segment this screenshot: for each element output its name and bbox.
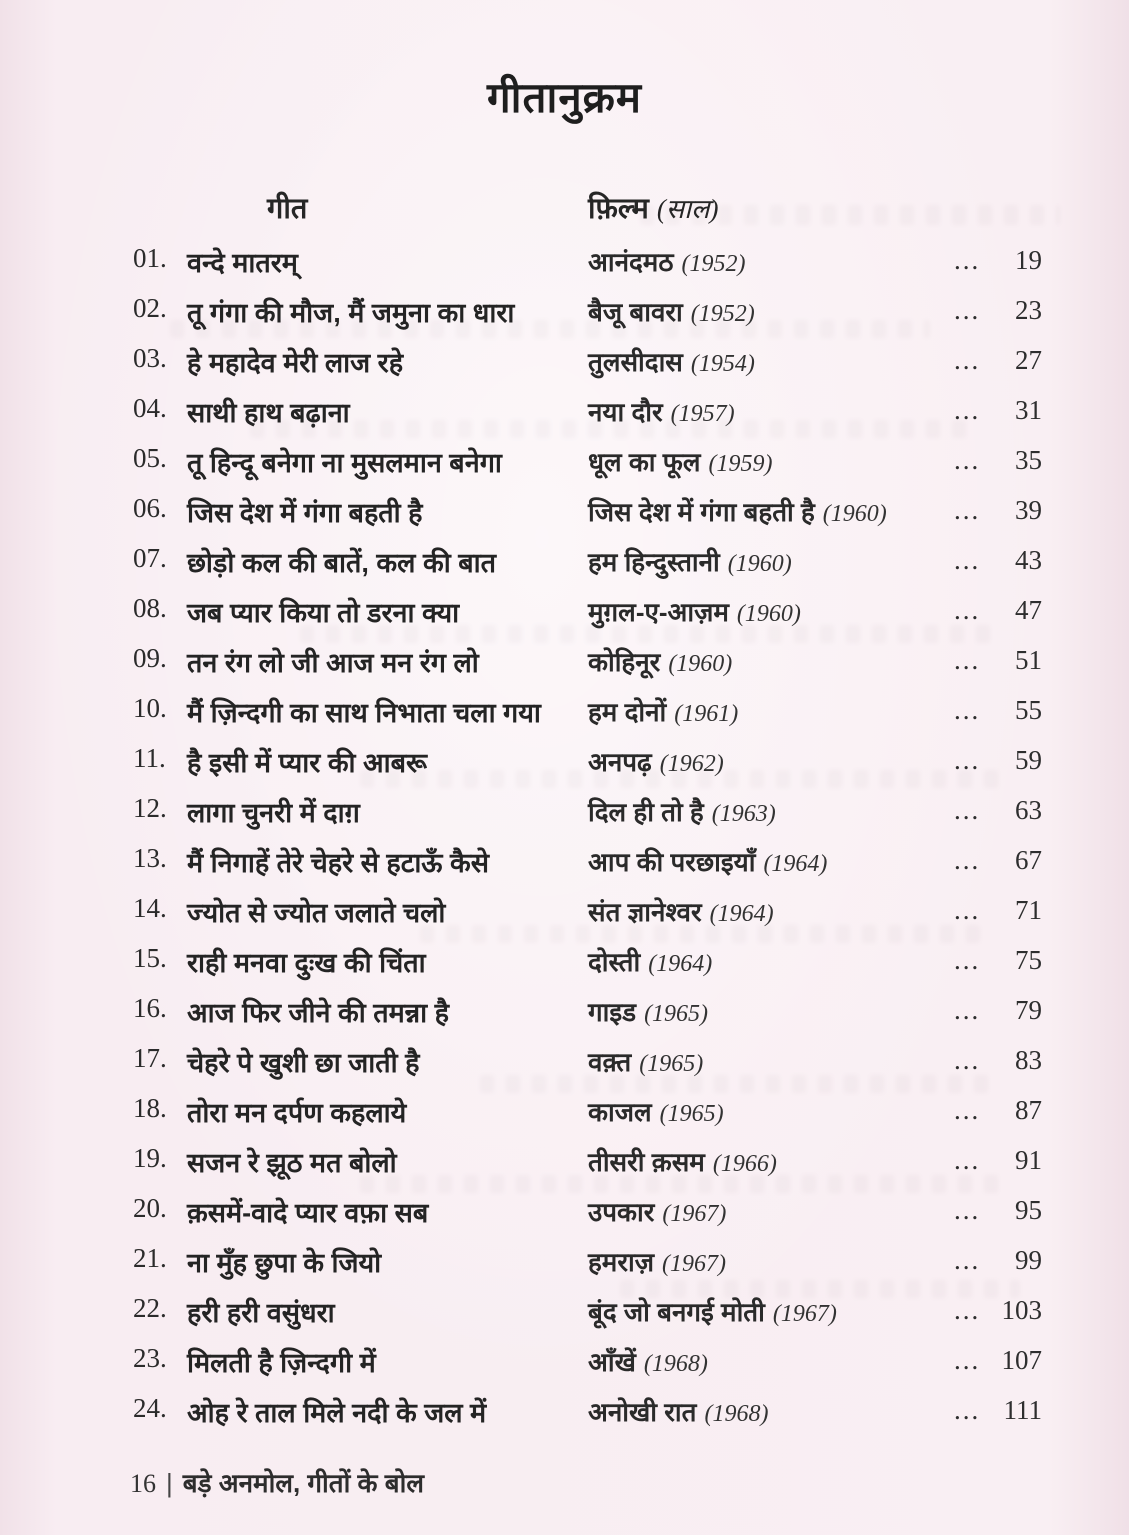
song-number: 22.: [133, 1293, 167, 1323]
film-name: [588, 243, 745, 279]
song-number: 24.: [133, 1393, 167, 1423]
film-year: (1960): [822, 501, 887, 527]
film-title-text: कोहिनूर: [588, 647, 661, 677]
leader-dots: ...: [954, 695, 981, 725]
page-ref: 51: [1015, 645, 1042, 675]
song-title: मैं ज़िन्दगी का साथ निभाता चला गया: [187, 698, 541, 728]
page-ref-column: [954, 1095, 1042, 1126]
leader-dots: ...: [954, 895, 981, 925]
page-ref: 91: [1015, 1145, 1042, 1175]
song-number: 18.: [133, 1093, 167, 1123]
page-ref: 71: [1015, 895, 1042, 925]
song-title: चेहरे पे खुशी छा जाती है: [187, 1048, 420, 1078]
leader-dots: ...: [954, 495, 981, 525]
song-title: हरी हरी वसुंधरा: [187, 1298, 335, 1328]
page-ref-column: [954, 595, 1042, 626]
toc-row: [0, 993, 1129, 1043]
film-title-text: आनंदमठ: [588, 247, 674, 277]
page-ref-column: [954, 1295, 1042, 1326]
song-number: 11.: [133, 743, 166, 773]
page-ref-column: [954, 995, 1042, 1026]
toc-row: [0, 843, 1129, 893]
leader-dots: ...: [954, 295, 981, 325]
page-ref: 59: [1015, 745, 1042, 775]
page-ref-column: [954, 1345, 1042, 1376]
film-name: [588, 543, 792, 579]
film-title-text: मुग़ल-ए-आज़म: [588, 597, 729, 627]
page-ref: 87: [1015, 1095, 1042, 1125]
film-name: [588, 1193, 726, 1229]
toc-row: [0, 243, 1129, 293]
toc-row: [0, 943, 1129, 993]
film-name: [588, 393, 735, 429]
footer-page-number: 16: [130, 1469, 156, 1498]
leader-dots: ...: [954, 745, 981, 775]
page-ref: 43: [1015, 545, 1042, 575]
film-name: [588, 693, 738, 729]
film-year: (1968): [643, 1351, 708, 1377]
film-title-text: अनपढ़: [588, 747, 652, 777]
footer-book-title: बड़े अनमोल, गीतों के बोल: [182, 1468, 424, 1498]
toc-row: [0, 1343, 1129, 1393]
film-year: (1959): [708, 451, 773, 477]
film-title-text: अनोखी रात: [588, 1397, 697, 1427]
toc-row: [0, 1093, 1129, 1143]
song-number: 02.: [133, 293, 167, 323]
page-ref-column: [954, 895, 1042, 926]
film-name: [588, 1343, 708, 1379]
film-name: [588, 743, 724, 779]
song-number: 15.: [133, 943, 167, 973]
page-ref-column: [954, 1145, 1042, 1176]
film-title-text: जिस देश में गंगा बहती है: [588, 497, 815, 527]
film-year: (1957): [670, 401, 735, 427]
page-ref: 103: [1001, 1295, 1042, 1325]
song-title: जब प्यार किया तो डरना क्या: [187, 598, 460, 628]
song-title: तन रंग लो जी आज मन रंग लो: [187, 648, 479, 678]
leader-dots: ...: [954, 395, 981, 425]
leader-dots: ...: [954, 1395, 981, 1425]
song-title: हे महादेव मेरी लाज रहे: [187, 348, 404, 378]
film-year: (1962): [659, 751, 724, 777]
film-title-text: हम हिन्दुस्तानी: [588, 547, 720, 577]
film-name: [588, 993, 708, 1029]
song-number: 20.: [133, 1193, 167, 1223]
page-ref: 23: [1015, 295, 1042, 325]
song-title: राही मनवा दुःख की चिंता: [187, 948, 426, 978]
film-name: [588, 1093, 724, 1129]
page-ref: 75: [1015, 945, 1042, 975]
film-title-text: उपकार: [588, 1197, 655, 1227]
column-header-year: (साल): [656, 194, 719, 224]
song-number: 13.: [133, 843, 167, 873]
leader-dots: ...: [954, 1195, 981, 1225]
column-header-song: गीत: [267, 193, 308, 225]
leader-dots: ...: [954, 545, 981, 575]
toc-row: [0, 743, 1129, 793]
film-year: (1967): [662, 1201, 727, 1227]
page-ref: 35: [1015, 445, 1042, 475]
film-title-text: वक़्त: [588, 1047, 632, 1077]
song-index-list: [0, 243, 1129, 1443]
film-name: [588, 1143, 777, 1179]
film-name: [588, 293, 755, 329]
film-name: [588, 643, 732, 679]
leader-dots: ...: [954, 945, 981, 975]
page-ref: 79: [1015, 995, 1042, 1025]
song-number: 12.: [133, 793, 167, 823]
leader-dots: ...: [954, 1145, 981, 1175]
film-name: [588, 593, 801, 629]
film-title-text: आँखें: [588, 1347, 636, 1377]
film-year: (1960): [668, 651, 733, 677]
leader-dots: ...: [954, 845, 981, 875]
film-name: [588, 793, 776, 829]
leader-dots: ...: [954, 345, 981, 375]
page-ref: 63: [1015, 795, 1042, 825]
film-title-text: तुलसीदास: [588, 347, 683, 377]
song-number: 16.: [133, 993, 167, 1023]
song-title: है इसी में प्यार की आबरू: [187, 748, 428, 778]
toc-row: [0, 293, 1129, 343]
film-year: (1967): [772, 1301, 837, 1327]
song-number: 23.: [133, 1343, 167, 1373]
page-ref-column: [954, 295, 1042, 326]
film-year: (1960): [736, 601, 801, 627]
song-number: 19.: [133, 1143, 167, 1173]
page-ref: 39: [1015, 495, 1042, 525]
leader-dots: ...: [954, 1095, 981, 1125]
film-year: (1963): [711, 801, 776, 827]
toc-row: [0, 1293, 1129, 1343]
song-number: 09.: [133, 643, 167, 673]
song-number: 04.: [133, 393, 167, 423]
song-title: क़समें-वादे प्यार वफ़ा सब: [187, 1198, 429, 1228]
song-number: 17.: [133, 1043, 167, 1073]
film-year: (1965): [639, 1051, 704, 1077]
song-title: छोड़ो कल की बातें, कल की बात: [187, 548, 497, 578]
page-ref: 55: [1015, 695, 1042, 725]
page-ref-column: [954, 1195, 1042, 1226]
song-number: 10.: [133, 693, 167, 723]
page-ref-column: [954, 395, 1042, 426]
song-number: 03.: [133, 343, 167, 373]
page-ref-column: [954, 545, 1042, 576]
film-title-text: हमराज़: [588, 1247, 655, 1277]
page-title: गीतानुक्रम: [486, 74, 643, 121]
film-year: (1952): [690, 301, 755, 327]
film-title-text: नया दौर: [588, 397, 663, 427]
page-ref-column: [954, 945, 1042, 976]
song-number: 21.: [133, 1243, 167, 1273]
song-title: तोरा मन दर्पण कहलाये: [187, 1098, 407, 1128]
song-number: 06.: [133, 493, 167, 523]
page-ref-column: [954, 345, 1042, 376]
film-title-text: बूंद जो बनगई मोती: [588, 1297, 765, 1327]
film-year: (1952): [681, 251, 746, 277]
film-name: [588, 943, 712, 979]
page-ref: 47: [1015, 595, 1042, 625]
film-title-text: दिल ही तो है: [588, 797, 704, 827]
song-title: तू गंगा की मौज, मैं जमुना का धारा: [187, 298, 515, 328]
page-ref: 27: [1015, 345, 1042, 375]
film-year: (1964): [648, 951, 713, 977]
film-name: [588, 1243, 726, 1279]
page-ref: 95: [1015, 1195, 1042, 1225]
song-number: 14.: [133, 893, 167, 923]
film-title-text: आप की परछाइयाँ: [588, 847, 756, 877]
song-title: ज्योत से ज्योत जलाते चलो: [187, 898, 446, 928]
song-title: जिस देश में गंगा बहती है: [187, 498, 423, 528]
leader-dots: ...: [954, 245, 981, 275]
song-number: 05.: [133, 443, 167, 473]
page-ref-column: [954, 745, 1042, 776]
song-title: वन्दे मातरम्: [187, 248, 298, 278]
film-year: (1954): [690, 351, 755, 377]
film-year: (1968): [704, 1401, 769, 1427]
film-title-text: हम दोनों: [588, 697, 667, 727]
running-footer: [130, 1464, 424, 1500]
film-title-text: दोस्ती: [588, 947, 641, 977]
film-year: (1960): [727, 551, 792, 577]
page-ref-column: [954, 245, 1042, 276]
toc-row: [0, 343, 1129, 393]
toc-row: [0, 593, 1129, 643]
leader-dots: ...: [954, 1245, 981, 1275]
toc-row: [0, 1393, 1129, 1443]
song-number: 01.: [133, 243, 167, 273]
film-name: [588, 443, 772, 479]
toc-row: [0, 543, 1129, 593]
film-name: [588, 893, 774, 929]
toc-row: [0, 893, 1129, 943]
toc-row: [0, 493, 1129, 543]
page-ref: 31: [1015, 395, 1042, 425]
toc-row: [0, 393, 1129, 443]
leader-dots: ...: [954, 1345, 981, 1375]
page-ref: 111: [1003, 1395, 1042, 1425]
page-ref: 19: [1015, 245, 1042, 275]
page-ref: 107: [1001, 1345, 1042, 1375]
column-header-film: फ़िल्म (साल): [588, 193, 719, 225]
song-title: ओह रे ताल मिले नदी के जल में: [187, 1398, 487, 1428]
footer-separator: |: [166, 1468, 173, 1498]
film-year: (1967): [662, 1251, 726, 1277]
page-ref-column: [954, 1245, 1042, 1276]
leader-dots: ...: [954, 995, 981, 1025]
page-ref: 83: [1015, 1045, 1042, 1075]
film-name: [588, 1393, 768, 1429]
page-ref-column: [954, 1395, 1042, 1426]
toc-row: [0, 1043, 1129, 1093]
page-ref: 67: [1015, 845, 1042, 875]
song-title: साथी हाथ बढ़ाना: [187, 398, 350, 428]
song-number: 08.: [133, 593, 167, 623]
leader-dots: ...: [954, 645, 981, 675]
film-name: [588, 1293, 837, 1329]
film-year: (1964): [763, 851, 828, 877]
song-title: तू हिन्दू बनेगा ना मुसलमान बनेगा: [187, 448, 502, 478]
page-ref: 99: [1015, 1245, 1042, 1275]
leader-dots: ...: [954, 1045, 981, 1075]
song-title: लागा चुनरी में दाग़: [187, 798, 360, 828]
song-title: आज फिर जीने की तमन्ना है: [187, 998, 449, 1028]
film-title-text: तीसरी क़सम: [588, 1147, 705, 1177]
film-year: (1966): [712, 1151, 777, 1177]
film-title-text: बैजू बावरा: [588, 297, 683, 327]
toc-row: [0, 443, 1129, 493]
film-year: (1965): [659, 1101, 724, 1127]
film-name: [588, 1043, 703, 1079]
film-name: [588, 343, 755, 379]
toc-row: [0, 793, 1129, 843]
page-ref-column: [954, 795, 1042, 826]
film-year: (1961): [674, 701, 739, 727]
song-title: सजन रे झूठ मत बोलो: [187, 1148, 397, 1178]
song-title: मैं निगाहें तेरे चेहरे से हटाऊँ कैसे: [187, 848, 489, 878]
leader-dots: ...: [954, 595, 981, 625]
toc-row: [0, 1143, 1129, 1193]
song-title: मिलती है ज़िन्दगी में: [187, 1348, 376, 1378]
toc-row: [0, 643, 1129, 693]
film-name: [588, 843, 827, 879]
film-title-text: गाइड: [588, 997, 637, 1027]
leader-dots: ...: [954, 445, 981, 475]
song-number: 07.: [133, 543, 167, 573]
film-title-text: काजल: [588, 1097, 652, 1127]
page-ref-column: [954, 445, 1042, 476]
toc-row: [0, 693, 1129, 743]
toc-row: [0, 1243, 1129, 1293]
page-ref-column: [954, 695, 1042, 726]
song-title: ना मुँह छुपा के जियो: [187, 1248, 382, 1278]
page-ref-column: [954, 845, 1042, 876]
toc-row: [0, 1193, 1129, 1243]
film-name: [588, 493, 887, 529]
page-ref-column: [954, 1045, 1042, 1076]
film-year: (1964): [709, 901, 774, 927]
page-ref-column: [954, 645, 1042, 676]
film-title-text: संत ज्ञानेश्वर: [588, 897, 702, 927]
film-year: (1965): [644, 1001, 709, 1027]
film-title-text: धूल का फूल: [588, 447, 701, 477]
leader-dots: ...: [954, 1295, 981, 1325]
leader-dots: ...: [954, 795, 981, 825]
page-ref-column: [954, 495, 1042, 526]
